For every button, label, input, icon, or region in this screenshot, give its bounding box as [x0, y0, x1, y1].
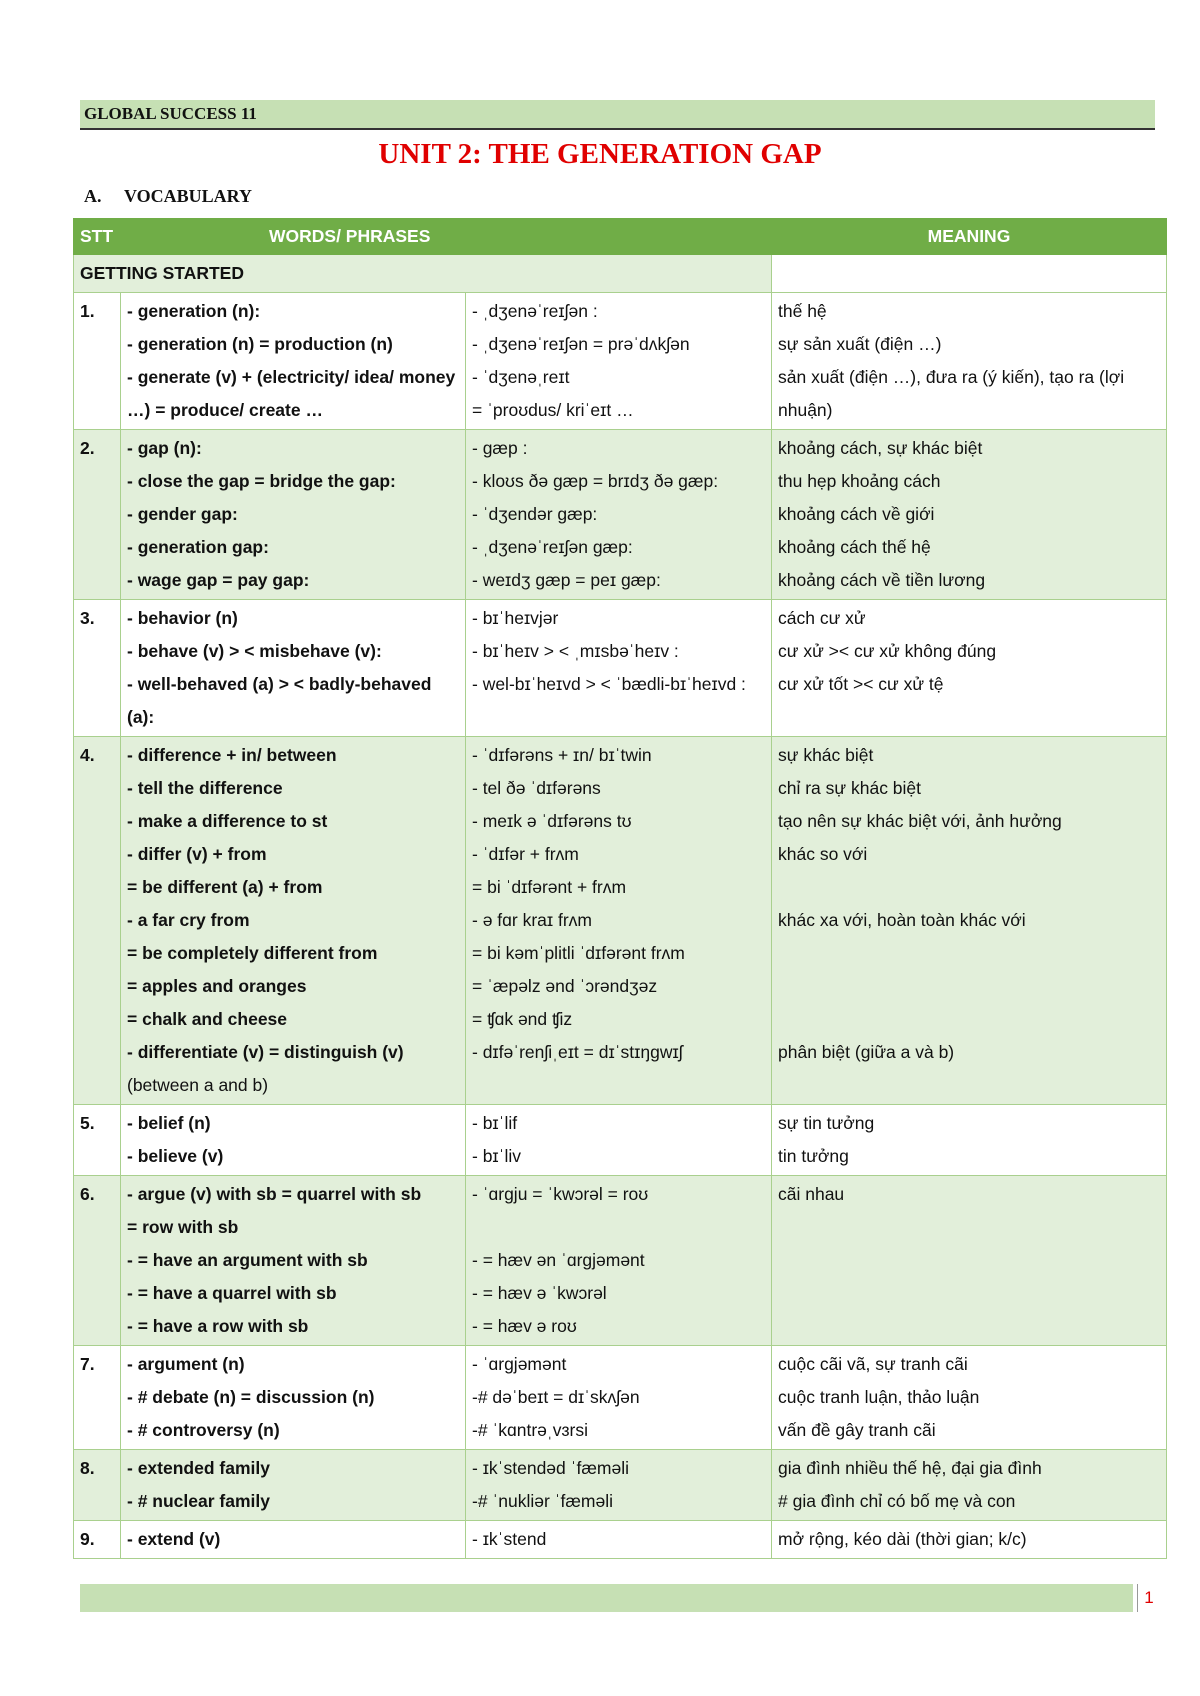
table-row	[74, 600, 1167, 737]
section-number: A.	[84, 186, 102, 206]
phrase-text: - generate (v) + (electricity/ idea/ money …) = produce/ create …	[127, 367, 456, 420]
phrase-cell	[121, 1346, 466, 1450]
pronunciation-text: - ˈɑrgju = ˈkwɔrəl = roʊ	[472, 1184, 649, 1204]
phrase-text: - extend (v)	[127, 1529, 221, 1549]
phrase-text: - generation (n):	[127, 301, 261, 321]
row-number-text: 5.	[80, 1113, 95, 1133]
phrase-text: - believe (v)	[127, 1146, 224, 1166]
pronunciation-text: = bi kəmˈplitli ˈdɪfərənt frʌm	[472, 943, 685, 963]
phrase-text: - well-behaved (a) > < badly-behaved (a):	[127, 674, 432, 727]
pronunciation-text: - meɪk ə ˈdɪfərəns tʊ	[472, 811, 632, 831]
meaning-text: cư xử tốt >< cư xử tệ	[778, 674, 944, 694]
meaning-cell	[772, 430, 1167, 600]
pronunciation-cell	[466, 1450, 772, 1521]
pronunciation-text: - ɪkˈstend	[472, 1529, 547, 1549]
pronunciation-cell	[466, 1346, 772, 1450]
phrase-text: - behave (v) > < misbehave (v):	[127, 641, 382, 661]
meaning-text: thu hẹp khoảng cách	[778, 471, 941, 491]
table-row	[74, 430, 1167, 600]
pronunciation-cell	[466, 1105, 772, 1176]
section-row-label: GETTING STARTED	[74, 255, 772, 293]
pronunciation-text: - kloʊs ðə gæp = brɪdʒ ðə gæp:	[472, 471, 719, 491]
phrase-text: - difference + in/ between	[127, 745, 337, 765]
phrase-cell	[121, 1450, 466, 1521]
pronunciation-text: - ˈɑrgjəmənt	[472, 1354, 567, 1374]
header-text: GLOBAL SUCCESS 11	[84, 104, 257, 123]
vocabulary-table	[73, 218, 1167, 1559]
phrase-cell	[121, 1521, 466, 1559]
meaning-text	[778, 1003, 1160, 1036]
row-number	[74, 1105, 121, 1176]
row-number	[74, 293, 121, 430]
table-row	[74, 293, 1167, 430]
page-footer	[80, 1584, 1133, 1612]
pronunciation-text: - ˌdʒenəˈreɪʃən gæp:	[472, 537, 633, 557]
pronunciation-text: -# dəˈbeɪt = dɪˈskʌʃən	[472, 1387, 640, 1407]
meaning-text: khác so với	[778, 844, 868, 864]
meaning-text: vấn đề gây tranh cãi	[778, 1420, 936, 1440]
page-header	[80, 100, 1155, 130]
meaning-text: cách cư xử	[778, 608, 866, 628]
row-number-text: 9.	[80, 1529, 95, 1549]
pronunciation-text: = ʧɑk ənd ʧiz	[472, 1009, 573, 1029]
pronunciation-text: - dɪfəˈrenʃiˌeɪt = dɪˈstɪŋgwɪʃ	[472, 1042, 683, 1062]
meaning-text: mở rộng, kéo dài (thời gian; k/c)	[778, 1529, 1027, 1549]
pronunciation-cell	[466, 600, 772, 737]
table-row	[74, 1105, 1167, 1176]
phrase-text: - make a difference to st	[127, 811, 328, 831]
meaning-text: sự tin tưởng	[778, 1113, 875, 1133]
pronunciation-text: - wel-bɪˈheɪvd > < ˈbædli-bɪˈheɪvd :	[472, 674, 746, 694]
meaning-text: cư xử >< cư xử không đúng	[778, 641, 997, 661]
meaning-cell	[772, 600, 1167, 737]
header-words: WORDS/ PHRASES	[121, 219, 772, 255]
meaning-text: tạo nên sự khác biệt với, ảnh hưởng	[778, 811, 1062, 831]
pronunciation-text: - bɪˈlif	[472, 1113, 518, 1133]
section-heading	[84, 186, 252, 207]
page-number: 1	[1137, 1584, 1160, 1612]
meaning-text: khoảng cách về tiền lương	[778, 570, 986, 590]
pronunciation-text: -# ˈkɑntrəˌvɜrsi	[472, 1420, 588, 1440]
pronunciation-text: - tel ðə ˈdɪfərəns	[472, 778, 601, 798]
phrase-text: - extended family	[127, 1458, 270, 1478]
pronunciation-cell	[466, 737, 772, 1105]
pronunciation-text: - = hæv ə ˈkwɔrəl	[472, 1283, 607, 1303]
pronunciation-text: - ˈdɪfərəns + ɪn/ bɪˈtwin	[472, 745, 652, 765]
meaning-cell	[772, 737, 1167, 1105]
phrase-text: - differ (v) + from	[127, 844, 267, 864]
phrase-cell	[121, 1105, 466, 1176]
row-number-text: 1.	[80, 301, 95, 321]
phrase-text: - tell the difference	[127, 778, 283, 798]
header-stt: STT	[74, 219, 121, 255]
phrase-text: - # debate (n) = discussion (n)	[127, 1387, 375, 1407]
meaning-text: chỉ ra sự khác biệt	[778, 778, 922, 798]
pronunciation-text: - = hæv ən ˈɑrgjəmənt	[472, 1250, 645, 1270]
meaning-text: khác xa với, hoàn toàn khác với	[778, 910, 1026, 930]
table-header-row	[74, 219, 1167, 255]
row-number	[74, 1521, 121, 1559]
phrase-text: - wage gap = pay gap:	[127, 570, 310, 590]
phrase-text: = chalk and cheese	[127, 1009, 288, 1029]
phrase-text: - close the gap = bridge the gap:	[127, 471, 396, 491]
pronunciation-text: - ˈdʒenəˌreɪt	[472, 367, 570, 387]
phrase-text: = be completely different from	[127, 943, 378, 963]
row-number	[74, 737, 121, 1105]
phrase-text: = be different (a) + from	[127, 877, 323, 897]
pronunciation-text: = ˈæpəlz ənd ˈɔrəndʒəz	[472, 976, 658, 996]
pronunciation-text: - ˈdɪfər + frʌm	[472, 844, 579, 864]
row-number	[74, 1346, 121, 1450]
table-row	[74, 1346, 1167, 1450]
meaning-text: cãi nhau	[778, 1184, 845, 1204]
meaning-cell	[772, 1521, 1167, 1559]
pronunciation-text: - ˌdʒenəˈreɪʃən :	[472, 301, 598, 321]
row-number-text: 2.	[80, 438, 95, 458]
phrase-text: - = have a row with sb	[127, 1316, 309, 1336]
meaning-text: # gia đình chỉ có bố mẹ và con	[778, 1491, 1016, 1511]
row-number-text: 8.	[80, 1458, 95, 1478]
meaning-cell	[772, 1105, 1167, 1176]
phrase-cell	[121, 600, 466, 737]
phrase-text: - a far cry from	[127, 910, 250, 930]
pronunciation-text	[472, 1211, 765, 1244]
phrase-cell	[121, 430, 466, 600]
meaning-text: cuộc cãi vã, sự tranh cãi	[778, 1354, 968, 1374]
phrase-text: - = have an argument with sb	[127, 1250, 368, 1270]
phrase-text: - = have a quarrel with sb	[127, 1283, 337, 1303]
phrase-text: - generation (n) = production (n)	[127, 334, 393, 354]
table-row	[74, 1521, 1167, 1559]
meaning-text: cuộc tranh luận, thảo luận	[778, 1387, 980, 1407]
table-row	[74, 1176, 1167, 1346]
phrase-text: - belief (n)	[127, 1113, 211, 1133]
phrase-cell	[121, 293, 466, 430]
phrase-text: - argument (n)	[127, 1354, 245, 1374]
table-row	[74, 737, 1167, 1105]
meaning-text: khoảng cách về giới	[778, 504, 935, 524]
phrase-text: (between a and b)	[127, 1075, 269, 1095]
phrase-cell	[121, 737, 466, 1105]
phrase-cell	[121, 1176, 466, 1346]
pronunciation-text: = ˈproʊdus/ kriˈeɪt …	[472, 400, 634, 420]
table-row	[74, 1450, 1167, 1521]
row-number	[74, 600, 121, 737]
meaning-text: sự khác biệt	[778, 745, 874, 765]
pronunciation-text: - gæp :	[472, 438, 528, 458]
meaning-text	[778, 871, 1160, 904]
row-number	[74, 1176, 121, 1346]
phrase-text: - generation gap:	[127, 537, 269, 557]
meaning-cell	[772, 1176, 1167, 1346]
pronunciation-text: - ə fɑr kraɪ frʌm	[472, 910, 592, 930]
section-label: VOCABULARY	[124, 186, 253, 206]
phrase-text: = row with sb	[127, 1217, 239, 1237]
page-title: UNIT 2: THE GENERATION GAP	[378, 138, 822, 170]
pronunciation-text: = bi ˈdɪfərənt + frʌm	[472, 877, 627, 897]
row-number-text: 3.	[80, 608, 95, 628]
phrase-text: - behavior (n)	[127, 608, 238, 628]
row-number-text: 7.	[80, 1354, 95, 1374]
pronunciation-text: - bɪˈheɪvjər	[472, 608, 559, 628]
pronunciation-cell	[466, 293, 772, 430]
row-number-text: 6.	[80, 1184, 95, 1204]
section-row	[74, 255, 1167, 293]
phrase-text: - gender gap:	[127, 504, 238, 524]
pronunciation-text: -# ˈnukliər ˈfæməli	[472, 1491, 613, 1511]
meaning-text	[778, 970, 1160, 1003]
meaning-text: sản xuất (điện …), đưa ra (ý kiến), tạo ra (lợi nhuận)	[778, 367, 1125, 420]
pronunciation-text: - = hæv ə roʊ	[472, 1316, 577, 1336]
row-number	[74, 1450, 121, 1521]
pronunciation-cell	[466, 1176, 772, 1346]
meaning-text: khoảng cách, sự khác biệt	[778, 438, 983, 458]
meaning-cell	[772, 1450, 1167, 1521]
phrase-text: - differentiate (v) = distinguish (v)	[127, 1042, 404, 1062]
meaning-cell	[772, 293, 1167, 430]
pronunciation-text: - weɪdʒ gæp = peɪ gæp:	[472, 570, 661, 590]
row-number	[74, 430, 121, 600]
pronunciation-cell	[466, 430, 772, 600]
meaning-text	[778, 937, 1160, 970]
phrase-text: - gap (n):	[127, 438, 202, 458]
pronunciation-text: - ˌdʒenəˈreɪʃən = prəˈdʌkʃən	[472, 334, 690, 354]
meaning-text: khoảng cách thế hệ	[778, 537, 931, 557]
meaning-cell	[772, 1346, 1167, 1450]
phrase-text: - # controversy (n)	[127, 1420, 280, 1440]
phrase-text: = apples and oranges	[127, 976, 307, 996]
header-meaning: MEANING	[772, 219, 1167, 255]
phrase-text: - argue (v) with sb = quarrel with sb	[127, 1184, 422, 1204]
meaning-text: phân biệt (giữa a và b)	[778, 1042, 955, 1062]
meaning-text: sự sản xuất (điện …)	[778, 334, 942, 354]
pronunciation-text: - ˈdʒendər gæp:	[472, 504, 598, 524]
meaning-text: thế hệ	[778, 301, 827, 321]
pronunciation-text: - bɪˈliv	[472, 1146, 522, 1166]
pronunciation-text: - ɪkˈstendəd ˈfæməli	[472, 1458, 629, 1478]
phrase-text: - # nuclear family	[127, 1491, 270, 1511]
meaning-text: tin tưởng	[778, 1146, 849, 1166]
pronunciation-text: - bɪˈheɪv > < ˌmɪsbəˈheɪv :	[472, 641, 679, 661]
pronunciation-cell	[466, 1521, 772, 1559]
section-row-blank	[772, 255, 1167, 293]
meaning-text: gia đình nhiều thế hệ, đại gia đình	[778, 1458, 1042, 1478]
row-number-text: 4.	[80, 745, 95, 765]
